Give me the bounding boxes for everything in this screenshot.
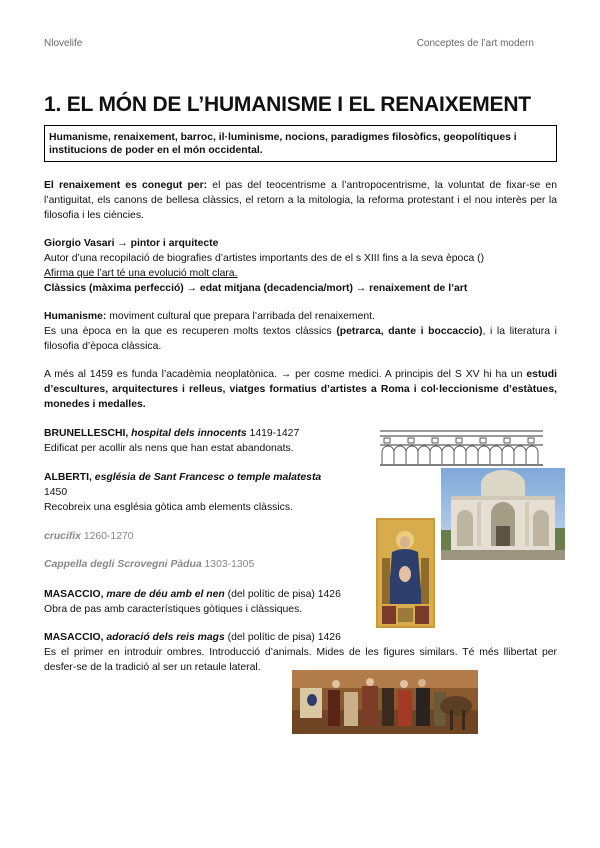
humanisme-text2c: , i la literatura i filosofia d’època clàssica. [44,326,557,352]
masaccio2-artist: MASACCIO, [44,632,107,643]
masaccio-madonna-entry [44,587,374,617]
humanisme-text2b: (petrarca, dante i boccaccio) [336,326,483,337]
masaccio-adoration-entry [44,630,557,675]
renaixement-label: El renaixement es conegut per: [44,180,208,191]
brunelleschi-desc: Edificat per acollir als nens que han estat abandonats. [44,443,294,454]
header-left: Nlovelife [44,38,83,49]
hospital-innocents-image [378,428,545,468]
crucifix-title: crucifix [44,531,81,542]
alberti-entry [44,470,354,515]
academia-text1: A més al 1459 es funda l’acadèmia neoplatònica. → per cosme medici. A principis del S XV hi ha un [44,369,527,380]
renaixement-text: el pas del teocentrisme a l’antropocentrisme, la voluntat de fixar-se en l’antiguitat, els canons de bellesa clàssics, el retorn a la mitologia, la reforma protestant i el nou interès per la filosofia i les ciències. [44,180,557,221]
masaccio2-desc: Es el primer en introduir ombres. Introducció d’animals. Mides de les figures similars. Té més llibertat per desfer-se de la tradició al ser un retaule lateral. [44,647,557,673]
brunelleschi-date: 1419-1427 [246,428,300,439]
alberti-title: església de Sant Francesc o temple malatesta [94,472,322,483]
brunelleschi-artist: BRUNELLESCHI, [44,428,132,439]
humanisme-label: Humanisme: [44,311,107,322]
vasari-line1: Autor d’una recopilació de biografies d’artistes importants des de el s XIII fins a la seva època () [44,253,485,264]
cappella-date: 1303-1305 [201,559,255,570]
alberti-artist: ALBERTI, [44,472,95,483]
header-right: Conceptes de l’art modern [416,38,534,49]
humanisme-text2a: Es una època en la que es recuperen molts textos clàssics [44,326,337,337]
topics-box: Humanisme, renaixement, barroc, il·luminisme, nocions, paradigmes filosòfics, geopolítiques i institucions de poder en el món occidental. [44,125,557,162]
vasari-section [44,236,557,296]
page-title: 1. EL MÓN DE L’HUMANISME I EL RENAIXEMENT [44,93,531,116]
masaccio2-date: (del polític de pisa) 1426 [224,632,341,643]
vasari-line2: Afirma que l’art té una evolució molt clara. [44,268,238,279]
crucifix-date: 1260-1270 [80,531,134,542]
vasari-line3: Clàssics (màxima perfecció) → edat mitjana (decadencia/mort) → renaixement de l’art [44,283,468,294]
academia-paragraph [44,367,557,412]
masaccio1-title: mare de déu amb el nen [106,589,225,600]
brunelleschi-title: hospital dels innocents [131,428,247,439]
renaixement-paragraph [44,178,557,223]
humanisme-section [44,309,557,354]
vasari-heading: Giorgio Vasari → pintor i arquitecte [44,238,219,249]
alberti-desc: Recobreix una església gòtica amb elements clàssics. [44,502,293,513]
masaccio2-title: adoració dels reis mags [106,632,225,643]
masaccio1-artist: MASACCIO, [44,589,107,600]
masaccio-madonna-image [376,518,435,628]
crucifix-entry [44,529,344,544]
cappella-title: Cappella degli Scrovegni Pàdua [44,559,202,570]
alberti-date: 1450 [44,487,68,498]
humanisme-text1: moviment cultural que prepara l’arribada del renaixement. [106,311,375,322]
brunelleschi-entry [44,426,374,456]
masaccio1-date: (del polític de pisa) 1426 [224,589,341,600]
cappella-entry [44,557,344,572]
academia-text2: estudi d’escultures, arquitectures i relleus, viatges formatius d’artistes a Roma i col·leccionisme d’estàtues, monedes i medalles. [44,369,557,410]
masaccio1-desc: Obra de pas amb característiques gòtiques i clàssiques. [44,604,303,615]
masaccio-adoration-image [292,670,478,734]
tempio-malatestiano-image [441,468,565,560]
